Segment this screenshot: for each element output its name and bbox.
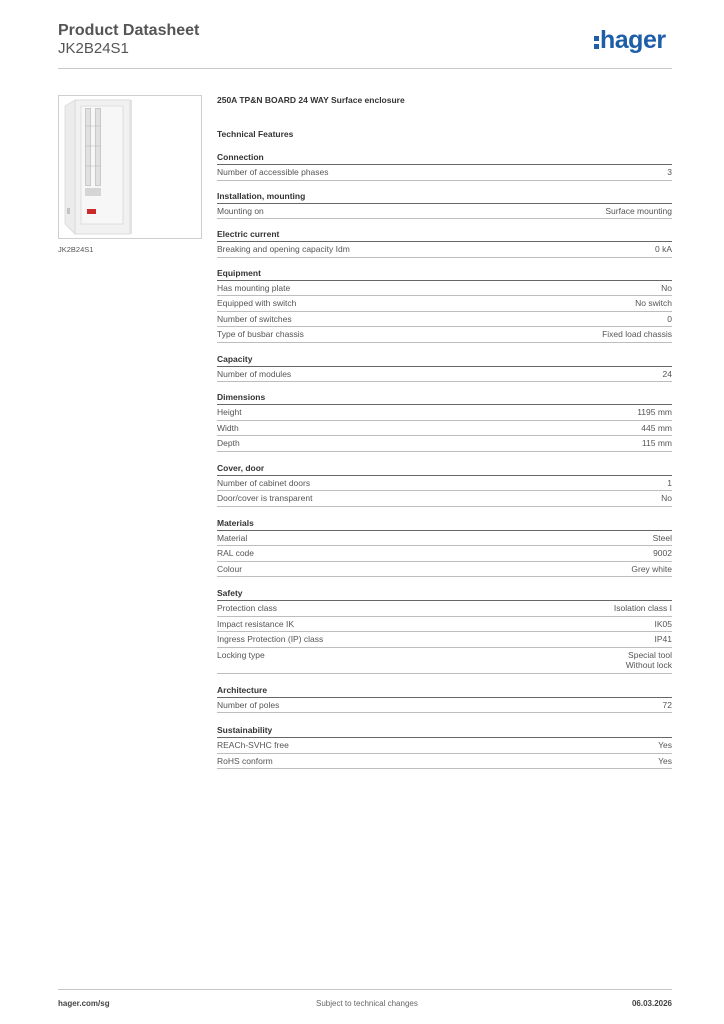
feature-label: Door/cover is transparent [217, 493, 313, 503]
feature-row [217, 562, 672, 578]
feature-label: Protection class [217, 603, 277, 613]
feature-section [217, 228, 672, 258]
section-title: Dimensions [217, 391, 672, 405]
feature-section [217, 353, 672, 383]
feature-label: RoHS conform [217, 755, 273, 766]
feature-row [217, 367, 672, 383]
feature-row [217, 204, 672, 220]
feature-row [217, 242, 672, 258]
feature-value: Fixed load chassis [602, 329, 672, 339]
enclosure-illustration [59, 96, 201, 238]
feature-value: Special tool Without lock [625, 649, 672, 670]
feature-label: Mounting on [217, 205, 264, 216]
feature-row [217, 436, 672, 452]
feature-row [217, 632, 672, 648]
feature-label: Depth [217, 438, 240, 448]
image-caption: JK2B24S1 [58, 245, 94, 254]
feature-value: 3 [667, 167, 672, 177]
feature-value: IK05 [654, 618, 672, 629]
feature-label: RAL code [217, 548, 255, 558]
feature-value: Grey white [631, 563, 672, 574]
feature-value: 1195 mm [637, 407, 672, 417]
section-title: Electric current [217, 228, 672, 242]
feature-row [217, 491, 672, 507]
feature-label: Has mounting plate [217, 282, 291, 293]
feature-label: Colour [217, 563, 243, 574]
section-title: Connection [217, 151, 672, 165]
feature-value: No switch [635, 298, 672, 308]
section-title: Architecture [217, 684, 672, 698]
product-code: JK2B24S1 [58, 40, 129, 57]
feature-row [217, 281, 672, 297]
feature-label: Height [217, 407, 242, 417]
feature-value: 24 [662, 368, 672, 379]
feature-section [217, 267, 672, 343]
feature-row [217, 476, 672, 492]
feature-row [217, 421, 672, 437]
feature-label: Number of modules [217, 368, 292, 379]
feature-row [217, 754, 672, 770]
feature-section [217, 587, 672, 674]
product-image [58, 95, 202, 239]
footer-notice: Subject to technical changes [316, 999, 418, 1008]
feature-label: Equipped with switch [217, 298, 297, 308]
feature-row [217, 327, 672, 343]
product-name: 250A TP&N BOARD 24 WAY Surface enclosure [217, 95, 405, 105]
feature-row [217, 617, 672, 633]
feature-label: Material [217, 532, 248, 543]
feature-label: Number of accessible phases [217, 167, 329, 177]
feature-value: 9002 [653, 548, 672, 558]
feature-value: 1 [667, 477, 672, 488]
feature-label: Number of switches [217, 313, 292, 324]
feature-value: No [661, 493, 672, 503]
feature-label: Ingress Protection (IP) class [217, 634, 324, 644]
section-title: Materials [217, 517, 672, 531]
feature-row [217, 698, 672, 714]
feature-row [217, 165, 672, 181]
feature-value: No [661, 282, 672, 293]
feature-value: 445 mm [641, 422, 672, 433]
feature-value: 0 [667, 313, 672, 324]
feature-row [217, 738, 672, 754]
feature-value: 72 [662, 699, 672, 710]
feature-row [217, 546, 672, 562]
logo-text: hager [600, 26, 666, 54]
feature-section [217, 391, 672, 452]
feature-value: Isolation class I [613, 603, 672, 613]
header-divider [58, 68, 672, 69]
feature-row [217, 601, 672, 617]
footer-divider [58, 989, 672, 990]
feature-value: Steel [652, 532, 672, 543]
feature-label: Number of cabinet doors [217, 477, 311, 488]
feature-value: 0 kA [654, 244, 672, 254]
datasheet-content [217, 95, 672, 769]
feature-row [217, 312, 672, 328]
section-title: Cover, door [217, 462, 672, 476]
section-title: Capacity [217, 353, 672, 367]
hager-logo [594, 28, 666, 53]
logo-colon-icon [594, 33, 599, 49]
feature-sections [217, 151, 672, 769]
feature-row [217, 296, 672, 312]
feature-label: Type of busbar chassis [217, 329, 304, 339]
feature-row [217, 531, 672, 547]
footer-website[interactable]: hager.com/sg [58, 999, 110, 1008]
feature-label: Locking type [217, 649, 265, 660]
feature-section [217, 684, 672, 714]
feature-value: Yes [658, 755, 672, 766]
feature-row [217, 405, 672, 421]
feature-section [217, 724, 672, 769]
feature-row [217, 648, 672, 674]
feature-section [217, 462, 672, 507]
section-title: Sustainability [217, 724, 672, 738]
feature-section [217, 151, 672, 181]
feature-value: Surface mounting [605, 205, 672, 216]
footer-date: 06.03.2026 [631, 999, 672, 1008]
feature-label: Number of poles [217, 699, 280, 710]
feature-label: REACh-SVHC free [217, 740, 289, 750]
feature-label: Breaking and opening capacity Idm [217, 244, 350, 254]
section-title: Safety [217, 587, 672, 601]
section-title: Equipment [217, 267, 672, 281]
feature-section [217, 190, 672, 220]
feature-value: IP41 [654, 634, 672, 644]
section-title: Installation, mounting [217, 190, 672, 204]
page-title: Product Datasheet [58, 22, 200, 39]
feature-value: Yes [658, 740, 672, 750]
feature-label: Impact resistance IK [217, 618, 295, 629]
feature-section [217, 517, 672, 578]
feature-value: 115 mm [641, 438, 672, 448]
technical-features-heading: Technical Features [217, 129, 294, 139]
feature-label: Width [217, 422, 239, 433]
